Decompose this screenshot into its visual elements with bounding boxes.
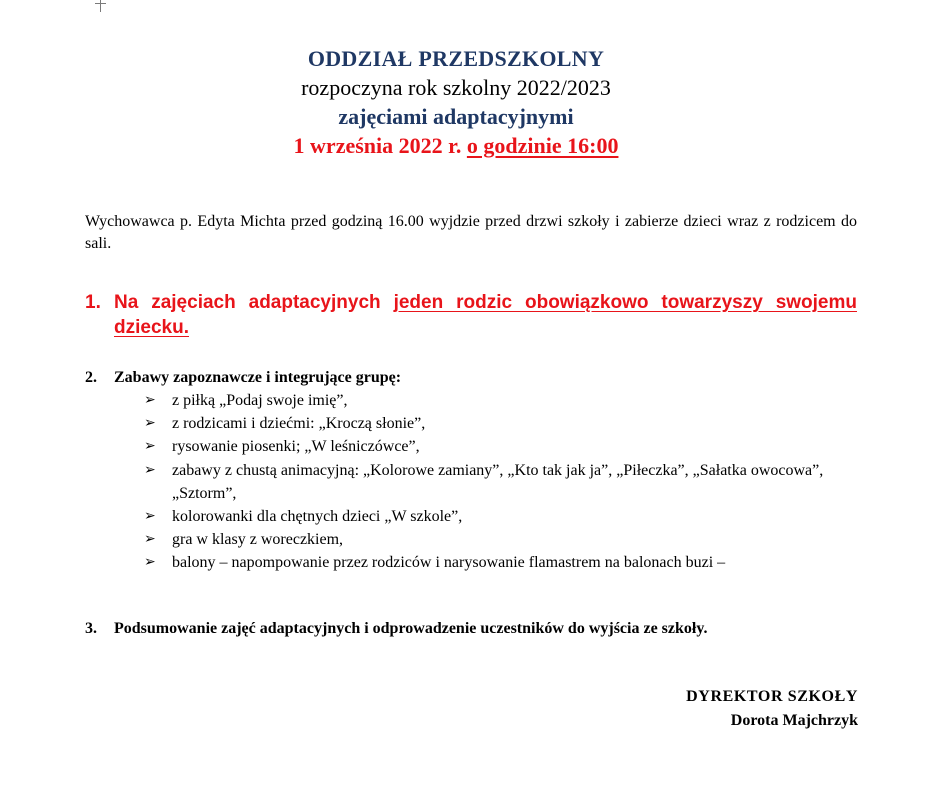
header-date-prefix: 1 września 2022 r. (293, 133, 467, 158)
activity-item (85, 389, 857, 412)
header-title: ODDZIAŁ PRZEDSZKOLNY (307, 46, 605, 71)
arrow-bullet-icon: ➢ (144, 461, 156, 478)
list-item-2-heading: Zabawy zapoznawcze i integrujące grupę: (114, 369, 402, 386)
activity-text: z rodzicami i dziećmi: „Kroczą słonie”, (172, 415, 426, 433)
announcement-header (0, 44, 912, 160)
arrow-bullet-icon: ➢ (144, 531, 156, 548)
activity-list (85, 389, 857, 575)
signature-name: Dorota Majchrzyk (730, 712, 858, 729)
arrow-bullet-icon: ➢ (144, 554, 156, 571)
list-item-1-text (114, 290, 857, 340)
signature-block (686, 685, 858, 733)
arrow-bullet-icon: ➢ (144, 508, 156, 525)
activity-item (85, 551, 857, 574)
activity-item (85, 505, 857, 528)
signature-role: DYREKTOR SZKOŁY (686, 688, 858, 705)
list-item-2 (85, 366, 857, 575)
header-subtitle: rozpoczyna rok szkolny 2022/2023 (301, 75, 611, 100)
activity-text: kolorowanki dla chętnych dzieci „W szkole”, (172, 508, 463, 526)
header-adaptation: zajęciami adaptacyjnymi (338, 104, 574, 129)
list-item-1 (85, 290, 857, 340)
list-item-3 (85, 618, 885, 640)
header-date-time: o godzinie 16:00 (466, 133, 619, 158)
list-item-1-number: 1. (85, 292, 101, 313)
activity-text: rysowanie piosenki; „W leśniczówce”, (172, 438, 420, 456)
intro-paragraph: Wychowawca p. Edyta Michta przed godziną 16.00 wyjdzie przed drzwi szkoły i zabierze dzieci wraz z rodzicem do sali. (85, 213, 857, 252)
activity-item (85, 459, 857, 505)
activity-item (85, 528, 857, 551)
activity-item (85, 412, 857, 435)
arrow-bullet-icon: ➢ (144, 392, 156, 408)
arrow-bullet-icon: ➢ (144, 415, 156, 432)
list-item-3-number: 3. (85, 620, 97, 637)
list-item-1-underlined: jeden rodzic obowiązkowo towarzyszy swojemu dziecku. (114, 292, 857, 338)
arrow-bullet-icon: ➢ (144, 438, 156, 455)
list-item-2-number: 2. (85, 369, 97, 386)
activity-text: gra w klasy z woreczkiem, (172, 531, 344, 549)
page-corner-mark (95, 0, 106, 12)
activity-text: balony – napompowanie przez rodziców i narysowanie flamastrem na balonach buzi – (172, 554, 726, 572)
activity-text: z piłką „Podaj swoje imię”, (172, 392, 348, 409)
list-item-1-plain: Na zajęciach adaptacyjnych (114, 292, 394, 313)
header-date (0, 131, 912, 160)
activity-text: zabawy z chustą animacyjną: „Kolorowe zamiany”, „Kto tak jak ja”, „Piłeczka”, „Sałatka owocowa”, „Sztorm”, (172, 461, 824, 502)
activity-item (85, 435, 857, 458)
list-item-3-text: Podsumowanie zajęć adaptacyjnych i odprowadzenie uczestników do wyjścia ze szkoły. (114, 620, 708, 637)
